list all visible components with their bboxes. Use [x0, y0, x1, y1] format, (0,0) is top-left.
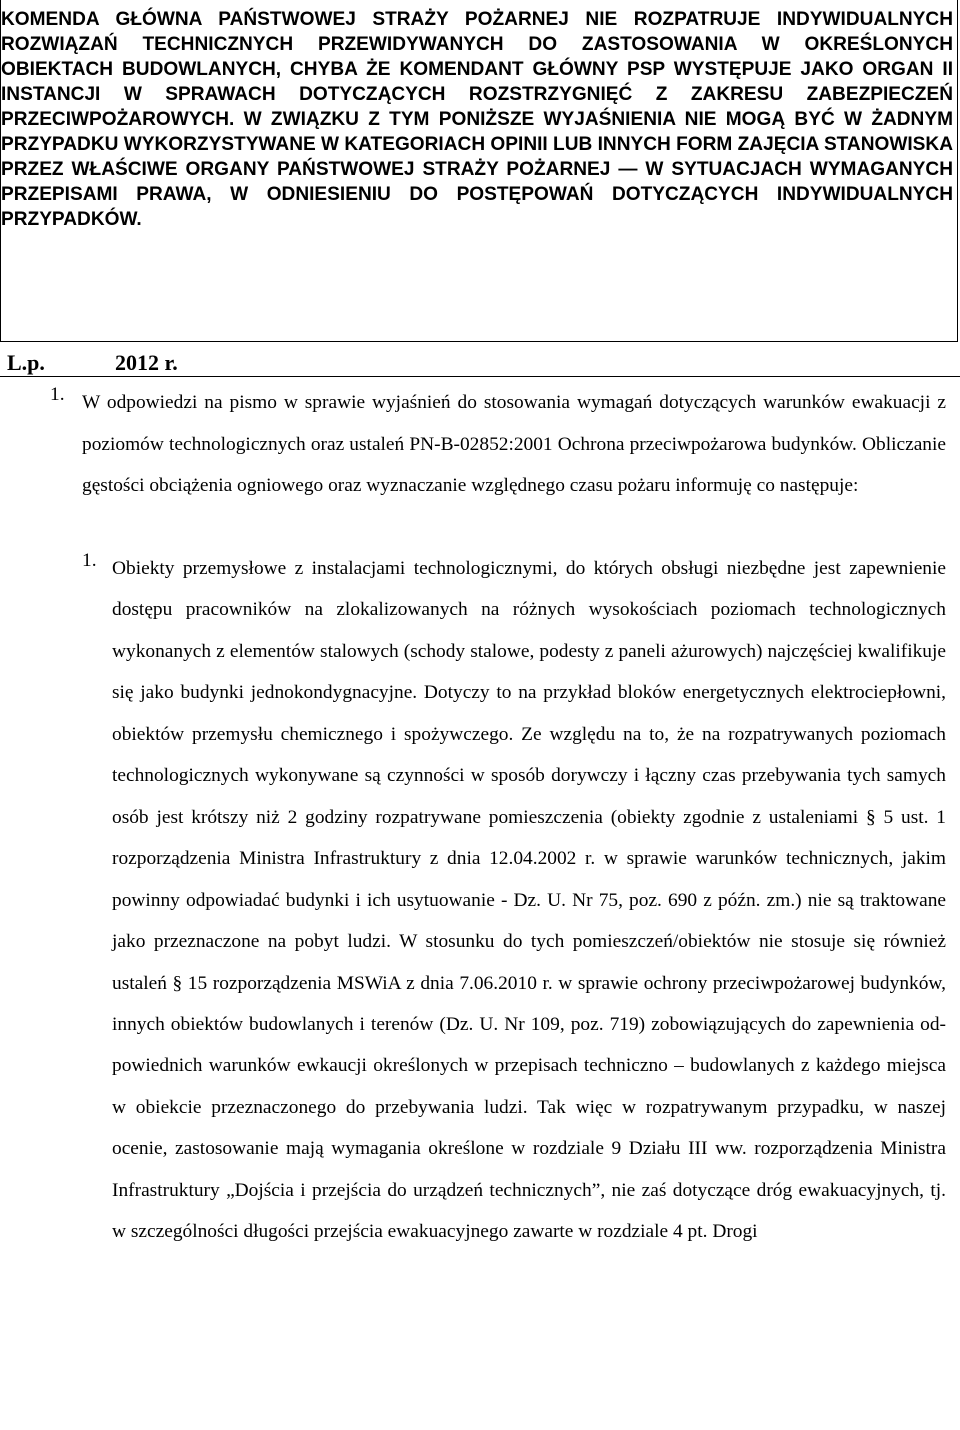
- column-header-lp: L.p.: [7, 350, 45, 375]
- table-header-row: [7, 351, 957, 375]
- disclaimer-text: KOMENDA GŁÓWNA PAŃSTWOWEJ STRAŻY POŻARNEJ NIE ROZPATRUJE INDYWIDUALNYCH ROZWIĄZAŃ TECHNICZNYCH PRZEWIDYWANYCH DO ZASTOSOWANIA W OKREŚLONYCH OBIEKTACH BUDOWLANYCH, CHYBA ŻE KOMENDANT GŁÓWNY PSP WYSTĘPUJE JAKO ORGAN II INSTANCJI W SPRAWACH DOTYCZĄCYCH ROZSTRZYGNIĘĆ Z ZAKRESU ZABEZPIECZEŃ PRZECIWPOŻAROWYCH. W ZWIĄZKU Z TYM PONIŻSZE WYJAŚNIENIA NIE MOGĄ BYĆ W ŻADNYM PRZYPADKU WYKORZYSTYWANE W KATEGORIACH OPINII LUB INNYCH FORM ZAJĘCIA STANOWISKA PRZEZ WŁAŚCIWE ORGANY PAŃSTWOWEJ STRAŻY POŻARNEJ — W SYTUACJACH WYMAGANYCH PRZEPISAMI PRAWA, W ODNIESIENIU DO POSTĘPOWAŃ DOTYCZĄCYCH INDYWIDUALNYCH PRZYPADKÓW.: [1, 9, 953, 230]
- row-number: 1.: [50, 384, 65, 405]
- subitem-number: 1.: [82, 550, 97, 571]
- column-header-year: 2012 r.: [115, 350, 178, 375]
- row-intro-paragraph: W odpowiedzi na pismo w sprawie wyjaśnień do stosowania wymagań dotyczących warunków ewakuacji z poziomów technologicznych oraz ustaleń PN-B-02852:2001 Ochrona przeciwpożarowa budynków. Obliczanie gęstości obciążenia ogniowego oraz wyznaczanie względnego czasu pożaru informuję co następuje:: [82, 392, 946, 496]
- disclaimer-box: [0, 0, 958, 342]
- table-header-divider: [0, 376, 960, 377]
- subitem-paragraph: Obiekty przemysłowe z instalacjami technologicznymi, do których obsługi niezbędne jest zapewnienie dostępu pracowników na zlokalizowanych na różnych wysokościach poziomach technologicznych wykonanych z elementów stalowych (schody stalowe, podesty z paneli ażurowych) najczęściej kwalifikuje się jako budynki jednokondygnacyjne. Dotyczy to na przykład bloków energetycznych elektrociepłowni, obiektów przemysłu chemicznego i spożywczego. Ze względu na to, że na rozpatrywanych poziomach technologicznych wykonywane są czynności w sposób dorywczy i łączny czas przebywania tych samych osób jest krótszy niż 2 godziny rozpatrywane pomieszczenia (obiekty zgodnie z ustaleniami § 5 ust. 1 rozporządzenia Ministra Infrastruktury z dnia 12.04.2002 r. w sprawie warunków technicznych, jakim powinny odpowiadać budynki i ich usytuowanie - Dz. U. Nr 75, poz. 690 z późn. zm.) nie są traktowane jako przeznaczone na pobyt ludzi. W stosunku do tych pomieszczeń/obiektów nie stosuje się również ustaleń § 15 rozporządzenia MSWiA z dnia 7.06.2010 r. w sprawie ochrony przeciwpożarowej budynków, innych obiektów budowlanych i terenów (Dz. U. Nr 109, poz. 719) zobowiązujących do zapewnienia odpowiednich warunków ewkaucji określonych w przepisach techniczno – budowlanych z każdego miejsca w obiekcie przeznaczonego do przebywania ludzi. Tak więc w rozpatrywanym przypadku, w naszej ocenie, zastosowanie mają wymagania określone w rozdziale 9 Działu III ww. rozporządzenia Ministra Infrastruktury „Dojścia i przejścia do urządzeń technicznych”, nie zaś dotyczące dróg ewakuacyjnych, tj. w szczególności długości przejścia ewakuacyjnego zawarte w rozdziale 4 pt. Drogi: [112, 558, 946, 1243]
